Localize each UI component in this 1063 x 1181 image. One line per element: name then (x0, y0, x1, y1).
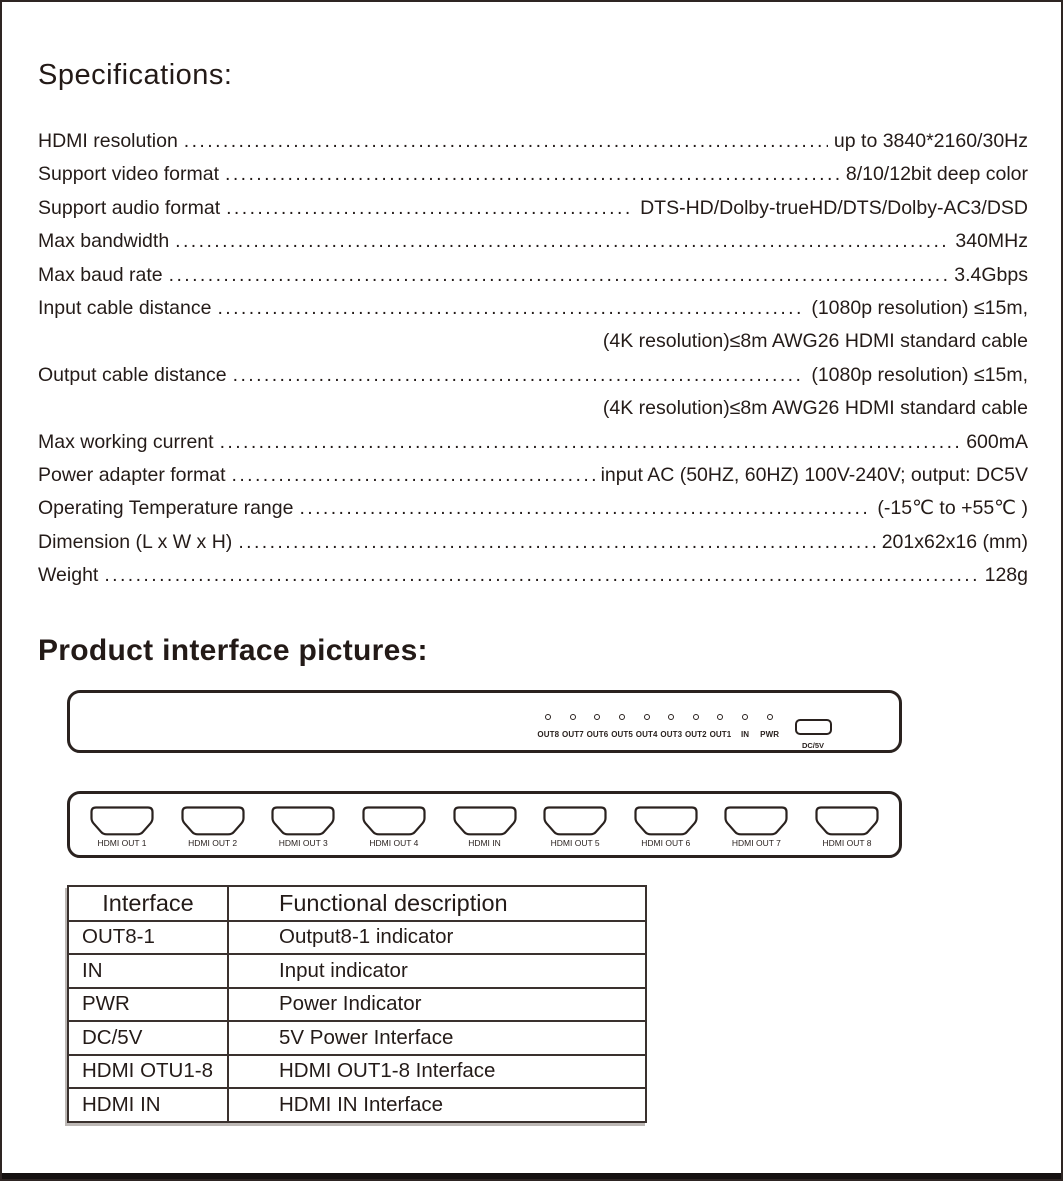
spec-leader-dots (104, 559, 978, 592)
spec-leader-dots (232, 459, 595, 492)
table-header-description: Functional description (228, 886, 646, 921)
hdmi-port (634, 806, 698, 848)
spec-row (38, 526, 1028, 559)
dc-power-jack-icon (795, 719, 832, 735)
spec-value: DTS-HD/Dolby-trueHD/DTS/Dolby-AC3/DSD (640, 196, 1028, 219)
led-indicator (708, 714, 733, 742)
table-cell-interface: DC/5V (68, 1021, 228, 1055)
hdmi-port (181, 806, 245, 848)
table-row (68, 988, 646, 1022)
table-cell-interface: OUT8-1 (68, 921, 228, 955)
led-indicator (757, 714, 782, 742)
hdmi-port (362, 806, 426, 848)
spec-label: Max working current (38, 430, 214, 453)
table-head (68, 886, 646, 921)
interface-description-table (67, 885, 647, 1123)
table-cell-interface: IN (68, 954, 228, 988)
spec-label: Support audio format (38, 196, 221, 219)
led-label: OUT2 (684, 729, 707, 739)
spec-leader-dots (175, 225, 949, 258)
hdmi-port-label: HDMI OUT 1 (97, 837, 147, 848)
led-dot-icon (619, 714, 625, 720)
table-row (68, 1021, 646, 1055)
spec-row (38, 225, 1028, 258)
led-dot-icon (570, 714, 576, 720)
led-label: OUT7 (562, 729, 584, 739)
table-body (68, 921, 646, 1122)
spec-row (38, 158, 1028, 191)
dc-power-jack-label: DC/5V (801, 740, 825, 750)
led-dot-icon (767, 714, 773, 720)
hdmi-port-icon (815, 806, 879, 836)
spec-leader-dots (299, 492, 871, 525)
spec-value: 340MHz (955, 230, 1028, 253)
spec-row (38, 292, 1028, 325)
led-dot-icon (668, 714, 674, 720)
hdmi-port-icon (543, 806, 607, 836)
led-label: OUT1 (709, 729, 732, 739)
hdmi-port (453, 806, 517, 848)
led-indicator-row (536, 714, 782, 742)
led-label: OUT5 (611, 729, 633, 739)
table-cell-description: 5V Power Interface (228, 1021, 646, 1055)
spec-label: Output cable distance (38, 363, 227, 386)
hdmi-port (815, 806, 879, 848)
spec-leader-dots (225, 158, 840, 191)
hdmi-port-label: HDMI OUT 7 (731, 837, 781, 848)
hdmi-port-icon (271, 806, 335, 836)
hdmi-port (271, 806, 335, 848)
hdmi-port-icon (724, 806, 788, 836)
table-cell-description: HDMI OUT1-8 Interface (228, 1055, 646, 1089)
table-cell-description: HDMI IN Interface (228, 1088, 646, 1122)
spec-row (38, 492, 1028, 525)
spec-leader-dots (233, 359, 806, 392)
spec-value: input AC (50HZ, 60HZ) 100V-240V; output: DC5V (600, 464, 1028, 487)
spec-leader-dots (238, 526, 875, 559)
led-label: IN (740, 729, 750, 739)
rear-panel-drawing (67, 791, 902, 858)
spec-leader-dots (226, 192, 634, 225)
hdmi-port-icon (634, 806, 698, 836)
spec-label: Dimension (L x W x H) (38, 530, 233, 553)
led-dot-icon (717, 714, 723, 720)
led-indicator (684, 714, 709, 742)
table-row (68, 1055, 646, 1089)
spec-value: 600mA (966, 430, 1028, 453)
page-bottom-bar (0, 1173, 1063, 1181)
led-label: OUT4 (635, 729, 658, 739)
spec-value: 128g (984, 564, 1028, 587)
spec-leader-dots (184, 125, 828, 158)
spec-row (38, 359, 1028, 392)
spec-value-continuation: (4K resolution)≤8m AWG26 HDMI standard cable (602, 397, 1028, 420)
spec-row (38, 559, 1028, 592)
hdmi-port-label: HDMI OUT 2 (188, 837, 238, 848)
led-indicator (561, 714, 586, 742)
hdmi-port-label: HDMI OUT 6 (641, 837, 691, 848)
specifications-list (38, 125, 1028, 593)
spec-leader-dots (169, 259, 949, 292)
hdmi-port-icon (362, 806, 426, 836)
interface-pictures-heading: Product interface pictures: (38, 633, 428, 667)
spec-label: Operating Temperature range (38, 497, 294, 520)
table-cell-description: Input indicator (228, 954, 646, 988)
table-cell-interface: HDMI IN (68, 1088, 228, 1122)
spec-row (38, 426, 1028, 459)
led-dot-icon (545, 714, 551, 720)
spec-value: 3.4Gbps (954, 263, 1028, 286)
spec-value: (1080p resolution) ≤15m, (811, 363, 1028, 386)
led-label: OUT8 (537, 729, 560, 739)
page-content (2, 58, 1061, 1123)
led-indicator (536, 714, 561, 742)
spec-label: Weight (38, 564, 99, 587)
table-header-interface: Interface (68, 886, 228, 921)
led-indicator (585, 714, 610, 742)
led-dot-icon (693, 714, 699, 720)
hdmi-port-label: HDMI OUT 8 (822, 837, 872, 848)
hdmi-port (724, 806, 788, 848)
led-indicator (610, 714, 635, 742)
led-indicator (659, 714, 684, 742)
hdmi-port-icon (90, 806, 154, 836)
table-cell-description: Output8-1 indicator (228, 921, 646, 955)
hdmi-port-label: HDMI OUT 5 (550, 837, 600, 848)
led-dot-icon (742, 714, 748, 720)
spec-row (38, 192, 1028, 225)
spec-value: (-15℃ to +55℃ ) (877, 497, 1028, 520)
spec-label: HDMI resolution (38, 130, 178, 152)
spec-label: Max baud rate (38, 263, 163, 286)
spec-value-continuation: (4K resolution)≤8m AWG26 HDMI standard cable (602, 330, 1028, 353)
table-cell-interface: HDMI OTU1-8 (68, 1055, 228, 1089)
spec-row (38, 259, 1028, 292)
hdmi-port-label: HDMI IN (468, 837, 501, 848)
hdmi-port (90, 806, 154, 848)
spec-label: Support video format (38, 163, 220, 186)
spec-row (38, 459, 1028, 492)
front-panel-drawing (67, 690, 902, 753)
spec-leader-dots (217, 292, 805, 325)
spec-value: (1080p resolution) ≤15m, (811, 297, 1028, 320)
led-indicator (733, 714, 758, 742)
hdmi-port-label: HDMI OUT 3 (278, 837, 328, 848)
table-row (68, 921, 646, 955)
spec-label: Input cable distance (38, 297, 212, 320)
spec-leader-dots (220, 426, 961, 459)
led-indicator (634, 714, 659, 742)
spec-value: up to 3840*2160/30Hz (833, 130, 1028, 152)
spec-label: Max bandwidth (38, 230, 170, 253)
specifications-heading: Specifications: (38, 59, 233, 91)
led-dot-icon (644, 714, 650, 720)
table-cell-description: Power Indicator (228, 988, 646, 1022)
table-row (68, 1088, 646, 1122)
led-label: OUT3 (660, 729, 683, 739)
hdmi-port-icon (181, 806, 245, 836)
spec-label: Power adapter format (38, 464, 226, 487)
spec-value: 8/10/12bit deep color (845, 163, 1028, 186)
table-row (68, 954, 646, 988)
table-header-row (68, 886, 646, 921)
led-label: PWR (760, 729, 780, 739)
table-cell-interface: PWR (68, 988, 228, 1022)
hdmi-port (543, 806, 607, 848)
hdmi-port-icon (453, 806, 517, 836)
led-label: OUT6 (586, 729, 609, 739)
hdmi-port-label: HDMI OUT 4 (369, 837, 419, 848)
led-dot-icon (594, 714, 600, 720)
spec-value: 201x62x16 (mm) (881, 530, 1028, 553)
spec-row (38, 125, 1028, 158)
